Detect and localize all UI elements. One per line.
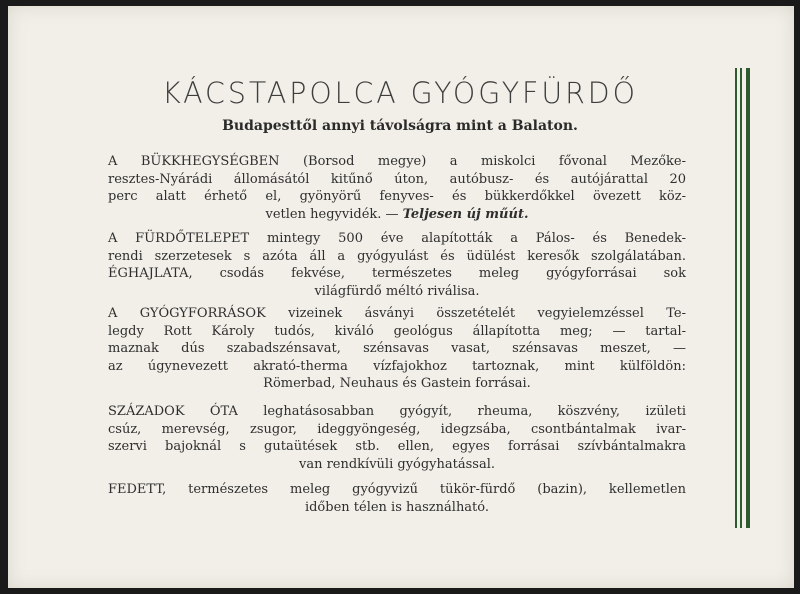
paragraph-line: ÉGHAJLATA, csodás fekvése, természetes meleg gyógyforrásai sok: [108, 266, 686, 281]
paragraph-line: A BÜKKHEGYSÉGBEN (Borsod megye) a miskolci fővonal Mezőke-: [108, 154, 686, 169]
paragraph-last-line: van rendkívüli gyógyhatással.: [298, 456, 496, 472]
page-subtitle: Budapesttől annyi távolságra mint a Balaton.: [222, 118, 578, 134]
decorative-rule: [740, 68, 742, 528]
paragraph-line: perc alatt érhető el, gyönyörű fenyves- és bükkerdőkkel övezett köz-: [108, 189, 686, 204]
paragraph-line: A FÜRDŐTELEPET mintegy 500 éve alapították a Pálos- és Benedek-: [108, 231, 686, 246]
decorative-rule: [746, 68, 750, 528]
paragraph-line: legdy Rott Károly tudós, kiváló geológus állapította meg; — tartal-: [108, 323, 686, 339]
paragraph-last-line: időben télen is használható.: [304, 499, 490, 515]
paragraph-bukkhegyseg: [108, 153, 686, 223]
paragraph-line: az úgynevezett akrató-therma vízfajokhoz tartoznak, mint külföldön:: [108, 358, 686, 374]
paragraph-line: resztes-Nyárádi állomásától kitűnő úton, autóbusz- és autójárattal 20: [108, 171, 686, 187]
paragraph-last-line: világfürdő méltó riválisa.: [314, 283, 480, 299]
paragraph-szazadok-ota: [108, 403, 686, 473]
paragraph-line: A GYÓGYFORRÁSOK vizeinek ásványi összetételét vegyielemzéssel Te-: [108, 306, 686, 321]
paragraph-last-text: vetlen hegyvidék. —: [265, 206, 399, 222]
emphasis-text: Teljesen új műút.: [402, 206, 529, 222]
paragraph-line: rendi szerzetesek s azóta áll a gyógyulást és üdülést keresők szolgálatában.: [108, 248, 686, 264]
page-title: KÁCSTAPOLCA GYÓGYFÜRDŐ: [162, 76, 638, 110]
paragraph-line: SZÁZADOK ÓTA leghatásosabban gyógyít, rheuma, köszvény, izületi: [108, 404, 686, 419]
paragraph-last-line: Römerbad, Neuhaus és Gastein forrásai.: [263, 376, 531, 391]
paragraph-line: szervi bajoknál s gutaütések stb. ellen, egyes forrásai szívbántalmakra: [108, 439, 686, 454]
decorative-rule: [735, 68, 737, 528]
paragraph-line: maznak dús szabadszénsavat, szénsavas vasat, szénsavas meszet, —: [108, 341, 686, 356]
paragraph-gyogyforrasok: [108, 305, 686, 393]
paragraph-fedett: [108, 481, 686, 516]
paragraph-last-line: [108, 206, 686, 224]
paragraph-furdotelep: [108, 230, 686, 300]
paragraph-line: FEDETT, természetes meleg gyógyvizű tükör-fürdő (bazin), kellemetlen: [108, 482, 686, 497]
paragraph-line: csúz, merevség, zsugor, ideggyöngeség, idegzsába, csontbántalmak ivar-: [108, 421, 686, 437]
